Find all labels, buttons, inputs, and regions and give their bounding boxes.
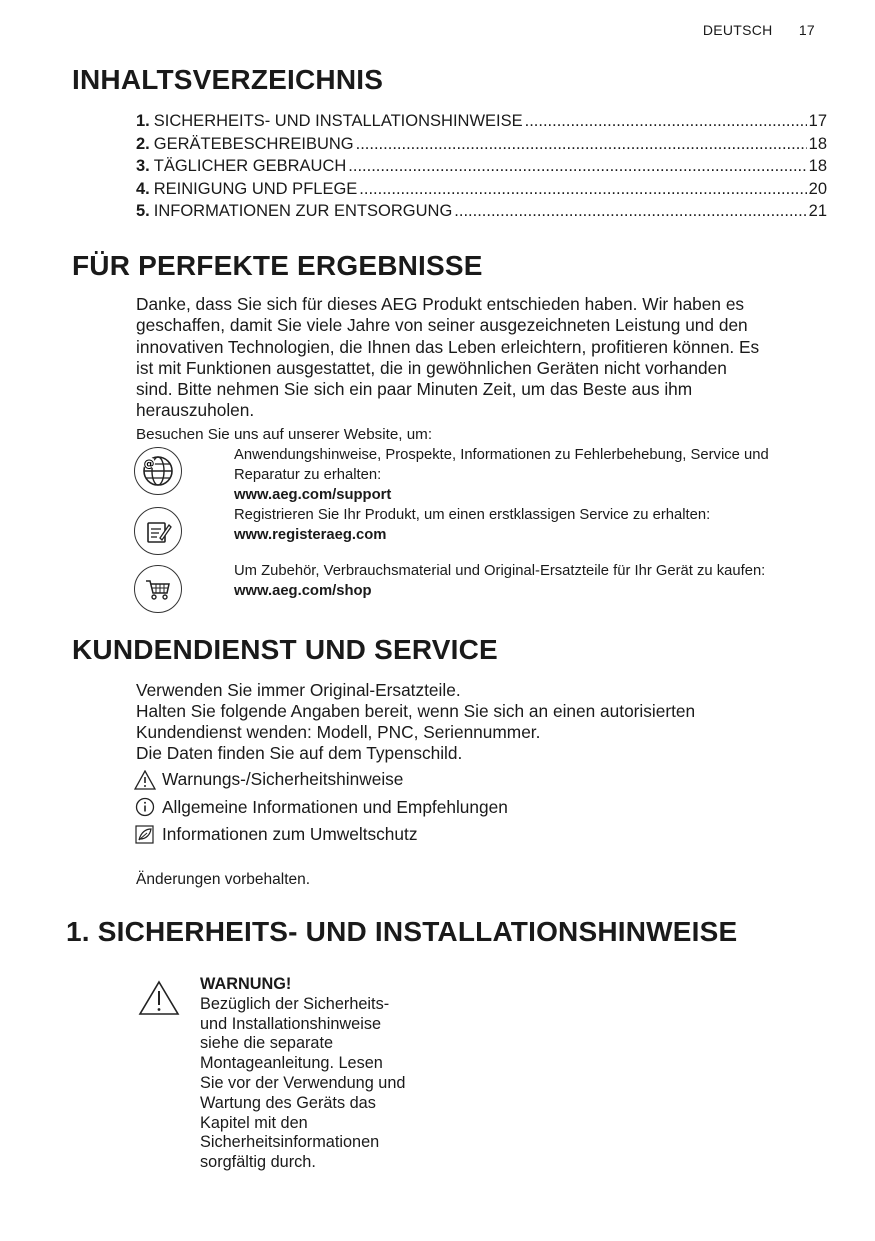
toc-title: INHALTSVERZEICHNIS [72, 64, 384, 95]
symbol-legend [134, 766, 508, 849]
toc-entry[interactable]: 2. GERÄTEBESCHREIBUNG ..... 18 [136, 133, 827, 156]
shop-link[interactable]: www.aeg.com/shop [234, 583, 372, 599]
safety-warning: WARNUNG! Bezüglich der Sicherheits- und Installationshinweise siehe die separate Montageanleitung. Lesen Sie vor der Verwendung und Wartung des Geräts das Kapitel mit den Sicherheitsinformationen sorgfältig durch. [200, 975, 440, 1173]
svg-text:@: @ [143, 457, 155, 470]
info-icon [134, 797, 156, 817]
toc-entry-page: 17 [808, 112, 827, 130]
toc-entry-page: 21 [808, 202, 827, 220]
service-paragraph: Verwenden Sie immer Original-Ersatzteile. Halten Sie folgende Angaben bereit, wenn Sie sich an einen autorisierten Kundendienst wenden: Modell, PNC, Seriennummer. Die Daten finden Sie auf dem Typenschild. [136, 680, 696, 763]
section-1-title: 1. SICHERHEITS- UND INSTALLATIONSHINWEISE [66, 916, 738, 947]
service-title: KUNDENDIENST UND SERVICE [72, 634, 498, 665]
toc-entry[interactable]: 4. REINIGUNG UND PFLEGE ..... 20 [136, 178, 827, 201]
legend-item-environment: Informationen zum Umweltschutz [134, 821, 508, 849]
page-number: 17 [798, 22, 815, 38]
legend-item-info: Allgemeine Informationen und Empfehlungen [134, 794, 508, 822]
language-label: DEUTSCH [702, 22, 773, 38]
toc-entry-label: INFORMATIONEN ZUR ENTSORGUNG [153, 202, 453, 220]
toc-entry[interactable]: 3. TÄGLICHER GEBRAUCH ..... 18 [136, 155, 827, 178]
toc-entry-label: REINIGUNG UND PFLEGE [153, 179, 358, 198]
toc-leader-dots [348, 155, 806, 178]
register-note-icon [134, 507, 182, 555]
warning-triangle-icon [138, 980, 180, 1016]
toc-leader-dots [356, 133, 807, 156]
shopping-cart-icon [134, 565, 182, 613]
toc-entry-page: 18 [808, 157, 827, 175]
toc-entry-page: 20 [808, 179, 827, 198]
toc-leader-dots [359, 178, 806, 201]
table-of-contents [136, 110, 827, 223]
warning-triangle-icon [134, 770, 156, 790]
toc-entry-label: GERÄTEBESCHREIBUNG [153, 134, 354, 153]
toc-entry-label: SICHERHEITS- UND INSTALLATIONSHINWEISE [153, 112, 523, 130]
support-link[interactable]: www.aeg.com/support [234, 487, 392, 503]
page-header [703, 22, 815, 38]
leaf-icon [134, 825, 156, 845]
toc-leader-dots [525, 110, 807, 133]
toc-entry[interactable]: 5. INFORMATIONEN ZUR ENTSORGUNG ..... 21 [136, 200, 827, 223]
toc-entry-page: 18 [808, 134, 827, 153]
globe-at-icon [134, 447, 182, 495]
toc-entry-label: TÄGLICHER GEBRAUCH [153, 157, 347, 175]
toc-leader-dots [454, 200, 806, 223]
perfect-results-title: FÜR PERFEKTE ERGEBNISSE [72, 250, 483, 281]
legend-item-warning: Warnungs-/Sicherheitshinweise [134, 766, 508, 794]
toc-entry[interactable]: 1. SICHERHEITS- UND INSTALLATIONSHINWEISE ..... 17 [136, 110, 827, 133]
register-link[interactable]: www.registeraeg.com [234, 527, 387, 543]
visit-website-text: Besuchen Sie uns auf unserer Website, um: [136, 425, 433, 443]
warning-title: WARNUNG! [200, 975, 292, 993]
changes-reserved-note: Änderungen vorbehalten. [136, 871, 311, 888]
intro-paragraph: Danke, dass Sie sich für dieses AEG Produkt entschieden haben. Wir haben es geschaffen, damit Sie viele Jahre von seiner ausgezeichneten Leistung und den innovativen Technologien, die Ihnen das Leben erleichtern, profitieren können. Es ist mit Funktionen ausgestattet, die in gewöhnlichen Geräten nicht vorhanden sind. Bitte nehmen Sie sich ein paar Minuten Zeit, um das Beste aus ihm herauszuholen. Besuchen Sie uns auf unserer Website, um: [136, 294, 826, 445]
